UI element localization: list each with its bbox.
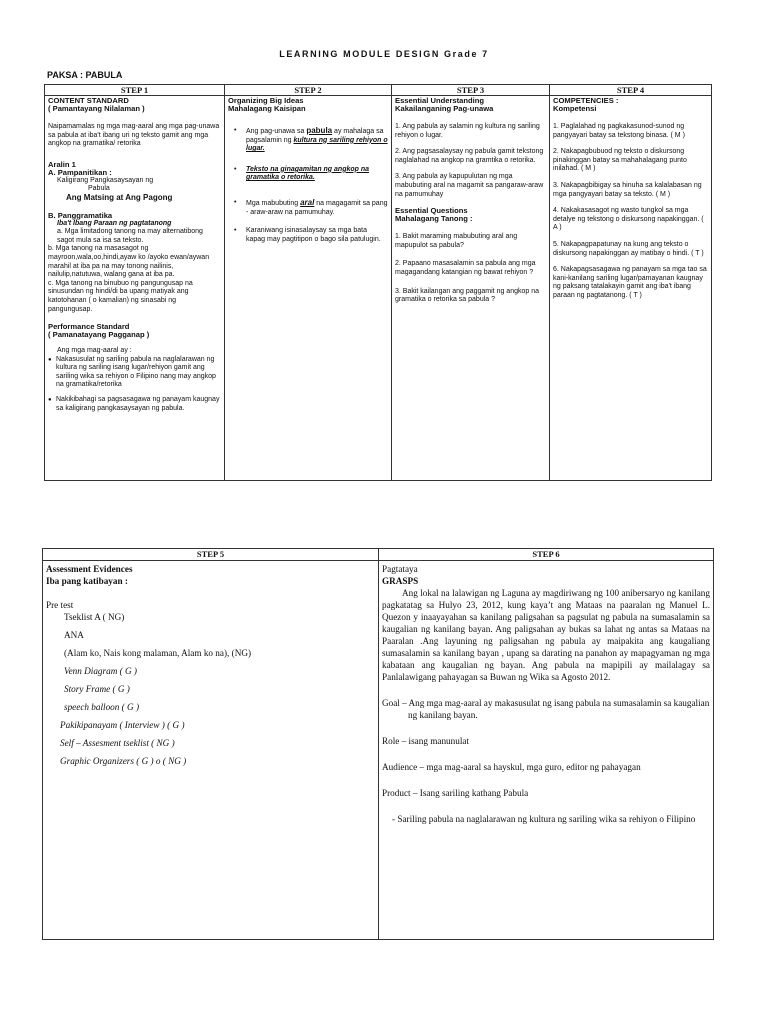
panggramatika-subheading: Iba't Ibang Paraan ng pagtatanong bbox=[57, 219, 172, 227]
big-idea-1-post: ay mahalaga sa pagsalamin ng bbox=[246, 128, 384, 144]
assessment-item: ANA bbox=[64, 630, 84, 640]
grasps-scenario: Ang lokal na lalawigan ng Laguna ay magdiriwang ng 100 anibersaryo ng kanilang pagkatatag sa Hulyo 23, 2012, kung kaya’t ang Mataas na paaralan ng Manuel L. Quezon y inaayayahan sa kanilang paligsahan sa pagsulat ng pabula na sumasalamin sa kaugalian ng kanilang bayan. Ang paligsahan ay bukas sa lahat ng antas sa Mataas na Paaralan .Ang layuning ng paligsahan ng pabula ay maipakita ang kaugaliang sumasalamin sa kanilang bayan , upang sa darating na panahon ay mapagyaman ng mga kabataan ang kaugalian ng bayan. Ang pabula na mapipili ay mailalagay sa Panlalawigang pahayagan sa Buwan ng Wika sa Agosto 2012. bbox=[382, 588, 710, 682]
competency-5: 5. Nakapagpapatunay na kung ang teksto o diskursong napakinggan ay matibay o hindi. ( T ) bbox=[553, 240, 704, 257]
competency-3: 3. Nakapagbibigay sa hinuha sa kalalabasan ng mga pangyayari batay sa teksto. ( M ) bbox=[553, 181, 702, 198]
step2-header: STEP 2 bbox=[225, 85, 392, 96]
big-idea-1-underlined: kultura ng sariling rehiyon o lugar. bbox=[246, 136, 388, 153]
big-idea-2-text: Teksto na ginagamitan ng angkop na gramatika o retorika. bbox=[246, 165, 370, 182]
assessment-item: Tseklist A ( NG) bbox=[64, 612, 125, 622]
big-idea-3-pre: Mga mabubuting bbox=[246, 199, 301, 207]
assessment-item: speech balloon ( G ) bbox=[64, 702, 140, 712]
big-idea-3-key: aral bbox=[300, 197, 315, 207]
grasps-role: Role – isang manunulat bbox=[382, 736, 470, 746]
big-idea-1-key: pabula bbox=[306, 126, 333, 135]
steps-5-6-table bbox=[42, 548, 714, 940]
step5-header: STEP 5 bbox=[43, 549, 379, 561]
table-header-row bbox=[43, 549, 714, 561]
grammar-item-a: a. Mga limitadong tanong na may alternatibong sagot mula sa isa sa teksto. bbox=[57, 228, 203, 244]
big-ideas-subheading: Mahalagang Kaisipan bbox=[228, 104, 306, 113]
step4-cell bbox=[550, 96, 712, 481]
question-2: 2. Papaano masasalamin sa pabula ang mga magagandang katangian ng bawat rehiyon ? bbox=[395, 260, 536, 276]
understanding-item-1: 1. Ang pabula ay salamin ng kultura ng sariling rehiyon o lugar. bbox=[395, 123, 540, 139]
pretest-label: Pre test bbox=[46, 600, 74, 610]
assessment-item: Pakikipanayam ( Interview ) ( G ) bbox=[60, 720, 185, 730]
content-standard-subheading: ( Pamantayang Nilalaman ) bbox=[48, 104, 145, 113]
essential-questions-subheading: Mahalagang Tanong : bbox=[395, 214, 473, 224]
competencies-heading: COMPETENCIES : bbox=[553, 96, 619, 105]
competency-2: 2. Nakapagbubuod ng teksto o diskursong pinakinggan batay sa mahahalagang punto inilahad. ( M ) bbox=[553, 148, 687, 173]
product-item: - Sariling pabula na naglalarawan ng kultura ng sariling wika sa rehiyon o Filipino bbox=[392, 814, 696, 824]
big-idea-3 bbox=[228, 199, 388, 217]
big-idea-4: • Karaniwang isinasalaysay sa mga bata kapag may pagtitipon o bago sila patulugin. bbox=[228, 227, 388, 244]
step1-header: STEP 1 bbox=[45, 85, 225, 96]
essential-understanding-heading: Essential Understanding bbox=[395, 96, 485, 105]
module-title: LEARNING MODULE DESIGN Grade 7 bbox=[279, 49, 489, 59]
steps-1-4-table bbox=[44, 84, 712, 481]
performance-standard-subheading: ( Pamanatayang Pagganap ) bbox=[48, 330, 150, 340]
performance-item-1: ● Nakasusulat ng sariling pabula na naglalarawan ng kultura ng sariling isang lugar/rehiyon gamit ang sariling wika sa rehiyon o Filipino nang may angkop na gramatika/retorika bbox=[48, 356, 221, 390]
competency-4: 4. Nakakasasagot ng wasto tungkol sa mga detalye ng tekstong o diskursong napakinggan. ( A ) bbox=[553, 207, 704, 232]
big-idea-1 bbox=[228, 127, 388, 154]
pabula-line: Pabula bbox=[88, 185, 110, 193]
performance-intro: Ang mga mag-aaral ay : bbox=[57, 347, 132, 355]
story-title: Ang Matsing at Ang Pagong bbox=[66, 192, 173, 202]
step3-header: STEP 3 bbox=[392, 85, 550, 96]
big-ideas-heading: Organizing Big Ideas bbox=[228, 96, 304, 105]
pagtataya-heading: Pagtataya bbox=[382, 564, 418, 574]
question-1: 1. Bakit maraming mabubuting aral ang mapupulot sa pabula? bbox=[395, 233, 518, 249]
grasps-audience: Audience – mga mag-aaral sa hayskul, mga guro, editor ng pahayagan bbox=[382, 762, 641, 772]
pampanitikan-heading: A. Pampanitikan : bbox=[48, 167, 112, 177]
grasps-product: Product – Isang sariling kathang Pabula bbox=[382, 788, 529, 798]
competency-6: 6. Nakapagsasagawa ng panayam sa mga tao sa kani-kanilang sariling lugar/pamayanan kaugnay ng paksang tatalakayin gamit ang iba't ibang paraan ng pagtatanong. ( T ) bbox=[553, 266, 707, 299]
big-idea-3-post: na magagamit sa pang - araw-araw na pamumuhay. bbox=[246, 199, 388, 216]
understanding-item-3: 3. Ang pabula ay kapupulutan ng mga mabubuting aral na magamit sa pangaraw-araw na pamumuhay bbox=[395, 173, 544, 198]
essential-understanding-subheading: Kakailanganing Pag-unawa bbox=[395, 104, 494, 113]
step4-header: STEP 4 bbox=[550, 85, 712, 96]
performance-item-2: ● Nakikibahagi sa pagsasagawa ng panayam kaugnay sa kaligirang pangkasaysayan ng pabula. bbox=[48, 396, 221, 413]
aralin-heading: Aralin 1 bbox=[48, 159, 76, 169]
assessment-item: Venn Diagram ( G ) bbox=[64, 666, 137, 676]
question-3: 3. Bakit kailangan ang paggamit ng angkop na gramatika o retorika sa pabula ? bbox=[395, 287, 539, 304]
assessment-item: (Alam ko, Nais kong malaman, Alam ko na), (NG) bbox=[64, 648, 252, 658]
paksa-label: PAKSA : PABULA bbox=[47, 70, 123, 80]
content-standard-text: Naipamamalas ng mga mag-aaral ang mga pag-unawa sa pabula at iba't ibang uri ng teksto gamit ang mga angkop na gramatika/ retorika bbox=[48, 123, 220, 148]
step6-cell bbox=[379, 561, 714, 940]
assessment-item: Story Frame ( G ) bbox=[64, 684, 130, 694]
kaligiran-line: Kaligirang Pangkasaysayan ng bbox=[57, 176, 154, 184]
assessment-subheading: Iba pang katibayan : bbox=[46, 576, 128, 586]
essential-questions-heading: Essential Questions bbox=[395, 206, 468, 216]
step6-header: STEP 6 bbox=[379, 549, 714, 561]
step1-cell bbox=[45, 96, 225, 481]
grammar-item-c: c. Mga tanong na binubuo ng pangungusap na sinusundan ng hindi/di ba upang matiyak ang katotohanan ( o kamalian) ng sinasabi ng pangungusap. bbox=[48, 279, 193, 313]
performance-standard-heading: Performance Standard bbox=[48, 322, 130, 332]
assessment-item: Self – Assesment tseklist ( NG ) bbox=[60, 738, 175, 748]
big-idea-2 bbox=[228, 166, 388, 183]
grasps-heading: GRASPS bbox=[382, 576, 419, 586]
competencies-subheading: Kompetensi bbox=[553, 104, 597, 113]
table-header-row bbox=[45, 85, 712, 96]
understanding-item-2: 2. Ang pagsasalaysay ng pabula gamit tekstong naglalahad na angkop na gramtika o retorika. bbox=[395, 148, 544, 164]
grammar-item-b: b. Mga tanong na masasagot ng mayroon,wala,oo,hindi,ayaw ko /ayoko ewan/aywan marahil at iba pa na may tonong nailinis, nailulip,natutuwa, walang gana at iba pa. bbox=[48, 245, 210, 279]
step3-cell bbox=[392, 96, 550, 481]
assessment-heading: Assessment Evidences bbox=[46, 564, 133, 574]
assessment-item: Graphic Organizers ( G ) o ( NG ) bbox=[60, 756, 187, 766]
step5-cell bbox=[43, 561, 379, 940]
big-idea-1-pre: Ang pag-unawa sa bbox=[246, 128, 307, 135]
grasps-goal: Goal – Ang mga mag-aaral ay makasusulat ng isang pabula na sumasalamin sa kaugalian ng kanilang bayan. bbox=[382, 698, 710, 720]
panggramatika-heading: B. Panggramatika bbox=[48, 210, 113, 220]
competency-1: 1. Paglalahad ng pagkakasunod-sunod ng pangyayari batay sa tekstong binasa. ( M ) bbox=[553, 123, 685, 139]
content-standard-heading: CONTENT STANDARD bbox=[48, 96, 129, 105]
step2-cell bbox=[225, 96, 392, 481]
